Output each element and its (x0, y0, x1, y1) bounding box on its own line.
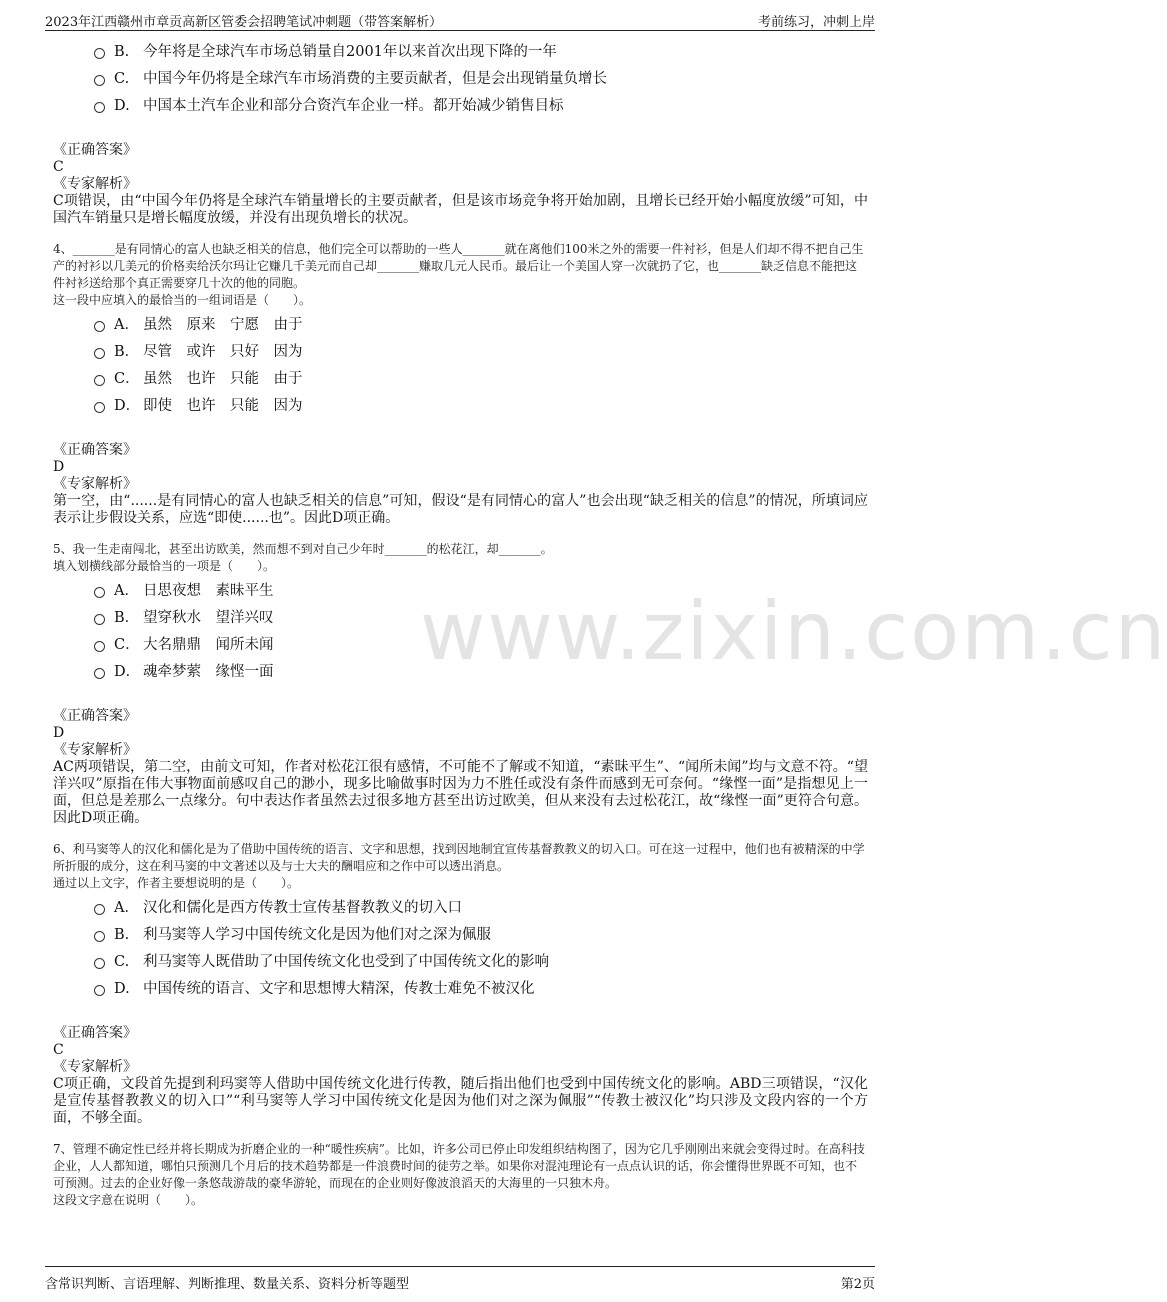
radio-icon[interactable] (94, 931, 105, 942)
page-content (53, 36, 868, 1209)
option-text: 大名鼎鼎 闻所未闻 (143, 637, 274, 653)
option-letter: D． (114, 398, 141, 414)
option-letter: C． (114, 637, 140, 653)
option-c[interactable] (53, 949, 868, 976)
option-text: 中国今年仍将是全球汽车市场消费的主要贡献者，但是会出现销量负增长 (143, 71, 607, 87)
answer-value: D (53, 459, 65, 475)
watermark: www.zixin.com.cn (420, 585, 1167, 678)
answer-label: 《正确答案》 (53, 708, 137, 724)
question-7-stem: 7、管理不确定性已经并将长期成为折磨企业的一种“暖性疾病”。比如，许多公司已停止印发组织结构图了，因为它几乎刚刚出来就会变得过时。在高科技企业，人人都知道，哪怕只预测几个月后的技术趋势都是一件浪费时间的徒劳之举。如果你对混沌理论有一点点认识的话，你会懂得世界既不可知，也不可预测。过去的企业好像一条悠哉游哉的豪华游轮，而现在的企业则好像波浪滔天的大海里的一只独木舟。 (53, 1142, 865, 1190)
explanation-text: C项正确，文段首先提到利玛窦等人借助中国传统文化进行传教，随后指出他们也受到中国传统文化的影响。ABD三项错误，“汉化是宣传基督教教义的切入口”“利马窦等人学习中国传统文化是因为他们对之深为佩服”“传教士被汉化”均只涉及文段内容的一个方面，不够全面。 (53, 1076, 868, 1126)
footer-topics: 含常识判断、言语理解、判断推理、数量关系、资料分析等题型 (45, 1277, 410, 1292)
option-a[interactable] (53, 312, 868, 339)
radio-icon[interactable] (94, 904, 105, 915)
explanation-text: C项错误，由“中国今年仍将是全球汽车销量增长的主要贡献者，但是该市场竞争将开始加剧，且增长已经开始小幅度放缓”可知，中国汽车销量只是增长幅度放缓，并没有出现负增长的状况。 (53, 193, 868, 226)
radio-icon[interactable] (94, 48, 105, 59)
question-5-options (53, 578, 868, 686)
explain-label: 《专家解析》 (53, 176, 137, 192)
question-5-stem: 5、我一生走南闯北，甚至出访欧美，然而想不到对自己少年时_______的松花江，却_______。 (53, 542, 553, 556)
option-letter: D. (114, 981, 130, 997)
option-text: 望穿秋水 望洋兴叹 (143, 610, 274, 626)
answer-value: D (53, 725, 65, 741)
radio-icon[interactable] (94, 958, 105, 969)
answer-label: 《正确答案》 (53, 1025, 137, 1041)
radio-icon[interactable] (94, 402, 105, 413)
option-d[interactable] (53, 976, 868, 1003)
question-7-prompt: 这段文字意在说明（ ）。 (53, 1193, 204, 1207)
option-d[interactable] (53, 393, 868, 420)
option-text: 日思夜想 素昧平生 (143, 583, 274, 599)
answer-value: C (53, 1042, 64, 1058)
explanation-text: 第一空，由“......是有同情心的富人也缺乏相关的信息”可知，假设“是有同情心的富人”也会出现“缺乏相关的信息”的情况，所填词应表示让步假设关系，应选“即使......也”。因此D项正确。 (53, 493, 868, 526)
question-6-prompt: 通过以上文字，作者主要想说明的是（ ）。 (53, 876, 300, 890)
option-c[interactable] (53, 632, 868, 659)
question-6-stem: 6、利马窦等人的汉化和儒化是为了借助中国传统的语言、文字和思想，找到因地制宜宣传基督教教义的切入口。可在这一过程中，他们也有被精深的中学所折服的成分，这在利马窦的中文著述以及与士大夫的酬唱应和之作中可以透出消息。 (53, 842, 865, 873)
radio-icon[interactable] (94, 348, 105, 359)
option-b[interactable] (53, 605, 868, 632)
page-footer (45, 1266, 875, 1295)
question-4-options (53, 312, 868, 420)
option-letter: D． (114, 664, 141, 680)
answer-label: 《正确答案》 (53, 142, 137, 158)
option-letter: C． (114, 371, 140, 387)
radio-icon[interactable] (94, 985, 105, 996)
explain-label: 《专家解析》 (53, 476, 137, 492)
option-letter: B． (114, 344, 140, 360)
option-text: 虽然 原来 宁愿 由于 (143, 317, 303, 333)
question-4-stem: 4、_______是有同情心的富人也缺乏相关的信息，他们完全可以帮助的一些人_______就在离他们100米之外的需要一件衬衫，但是人们却不得不把自己生产的衬衫以几美元的价格卖给沃尔玛让它赚几千美元而自己却_______赚取几元人民币。最后让一个美国人穿一次就扔了它，也_______缺乏信息不能把这件衬衫送给那个真正需要穿几十次的他的同胞。 (53, 242, 864, 290)
option-d[interactable] (53, 93, 868, 120)
option-letter: D. (114, 98, 130, 114)
explain-label: 《专家解析》 (53, 742, 137, 758)
question-5-prompt: 填入划横线部分最恰当的一项是（ ）。 (53, 559, 276, 573)
option-text: 中国本土汽车企业和部分合资汽车企业一样。都开始减少销售目标 (143, 98, 564, 114)
option-letter: A． (114, 317, 139, 333)
option-text: 即使 也许 只能 因为 (143, 398, 303, 414)
option-b[interactable] (53, 339, 868, 366)
option-c[interactable] (53, 66, 868, 93)
option-text: 尽管 或许 只好 因为 (143, 344, 303, 360)
option-text: 中国传统的语言、文字和思想博大精深，传教士难免不被汉化 (143, 981, 535, 997)
option-text: 今年将是全球汽车市场总销量自2001年以来首次出现下降的一年 (143, 44, 557, 60)
option-letter: C. (114, 71, 130, 87)
page-header (45, 8, 875, 31)
explain-label: 《专家解析》 (53, 1059, 137, 1075)
option-b[interactable] (53, 39, 868, 66)
radio-icon[interactable] (94, 614, 105, 625)
radio-icon[interactable] (94, 668, 105, 679)
question-4-prompt: 这一段中应填入的最恰当的一组词语是（ ）。 (53, 293, 312, 307)
option-a[interactable] (53, 895, 868, 922)
option-c[interactable] (53, 366, 868, 393)
page-number: 第2页 (840, 1277, 875, 1292)
radio-icon[interactable] (94, 75, 105, 86)
radio-icon[interactable] (94, 375, 105, 386)
option-letter: B． (114, 610, 140, 626)
radio-icon[interactable] (94, 587, 105, 598)
option-text: 魂牵梦萦 缘悭一面 (143, 664, 274, 680)
header-title: 2023年江西赣州市章贡高新区管委会招聘笔试冲刺题（带答案解析） (45, 15, 443, 30)
radio-icon[interactable] (94, 321, 105, 332)
question-3-options (53, 39, 868, 120)
question-6-options (53, 895, 868, 1003)
option-text: 虽然 也许 只能 由于 (143, 371, 303, 387)
option-a[interactable] (53, 578, 868, 605)
answer-label: 《正确答案》 (53, 442, 137, 458)
answer-value: C (53, 159, 64, 175)
option-letter: C. (114, 954, 130, 970)
option-letter: B. (114, 44, 130, 60)
explanation-text: AC两项错误，第二空，由前文可知，作者对松花江很有感情，不可能不了解或不知道，“素昧平生”、“闻所未闻”均与文意不符。“望洋兴叹”原指在伟大事物面前感叹自己的渺小，现多比喻做事时因为力不胜任或没有条件而感到无可奈何。“缘悭一面”是指想见上一面，但总是差那么一点缘分。句中表达作者虽然去过很多地方甚至出访过欧美，但从来没有去过松花江，故“缘悭一面”更符合句意。因此D项正确。 (53, 759, 868, 826)
option-text: 利马窦等人学习中国传统文化是因为他们对之深为佩服 (143, 927, 491, 943)
header-slogan: 考前练习，冲刺上岸 (757, 15, 875, 30)
radio-icon[interactable] (94, 641, 105, 652)
option-d[interactable] (53, 659, 868, 686)
option-letter: B. (114, 927, 130, 943)
option-letter: A． (114, 583, 139, 599)
option-b[interactable] (53, 922, 868, 949)
option-text: 利马窦等人既借助了中国传统文化也受到了中国传统文化的影响 (143, 954, 549, 970)
option-letter: A． (114, 900, 139, 916)
option-text: 汉化和儒化是西方传教士宣传基督教教义的切入口 (143, 900, 462, 916)
radio-icon[interactable] (94, 102, 105, 113)
